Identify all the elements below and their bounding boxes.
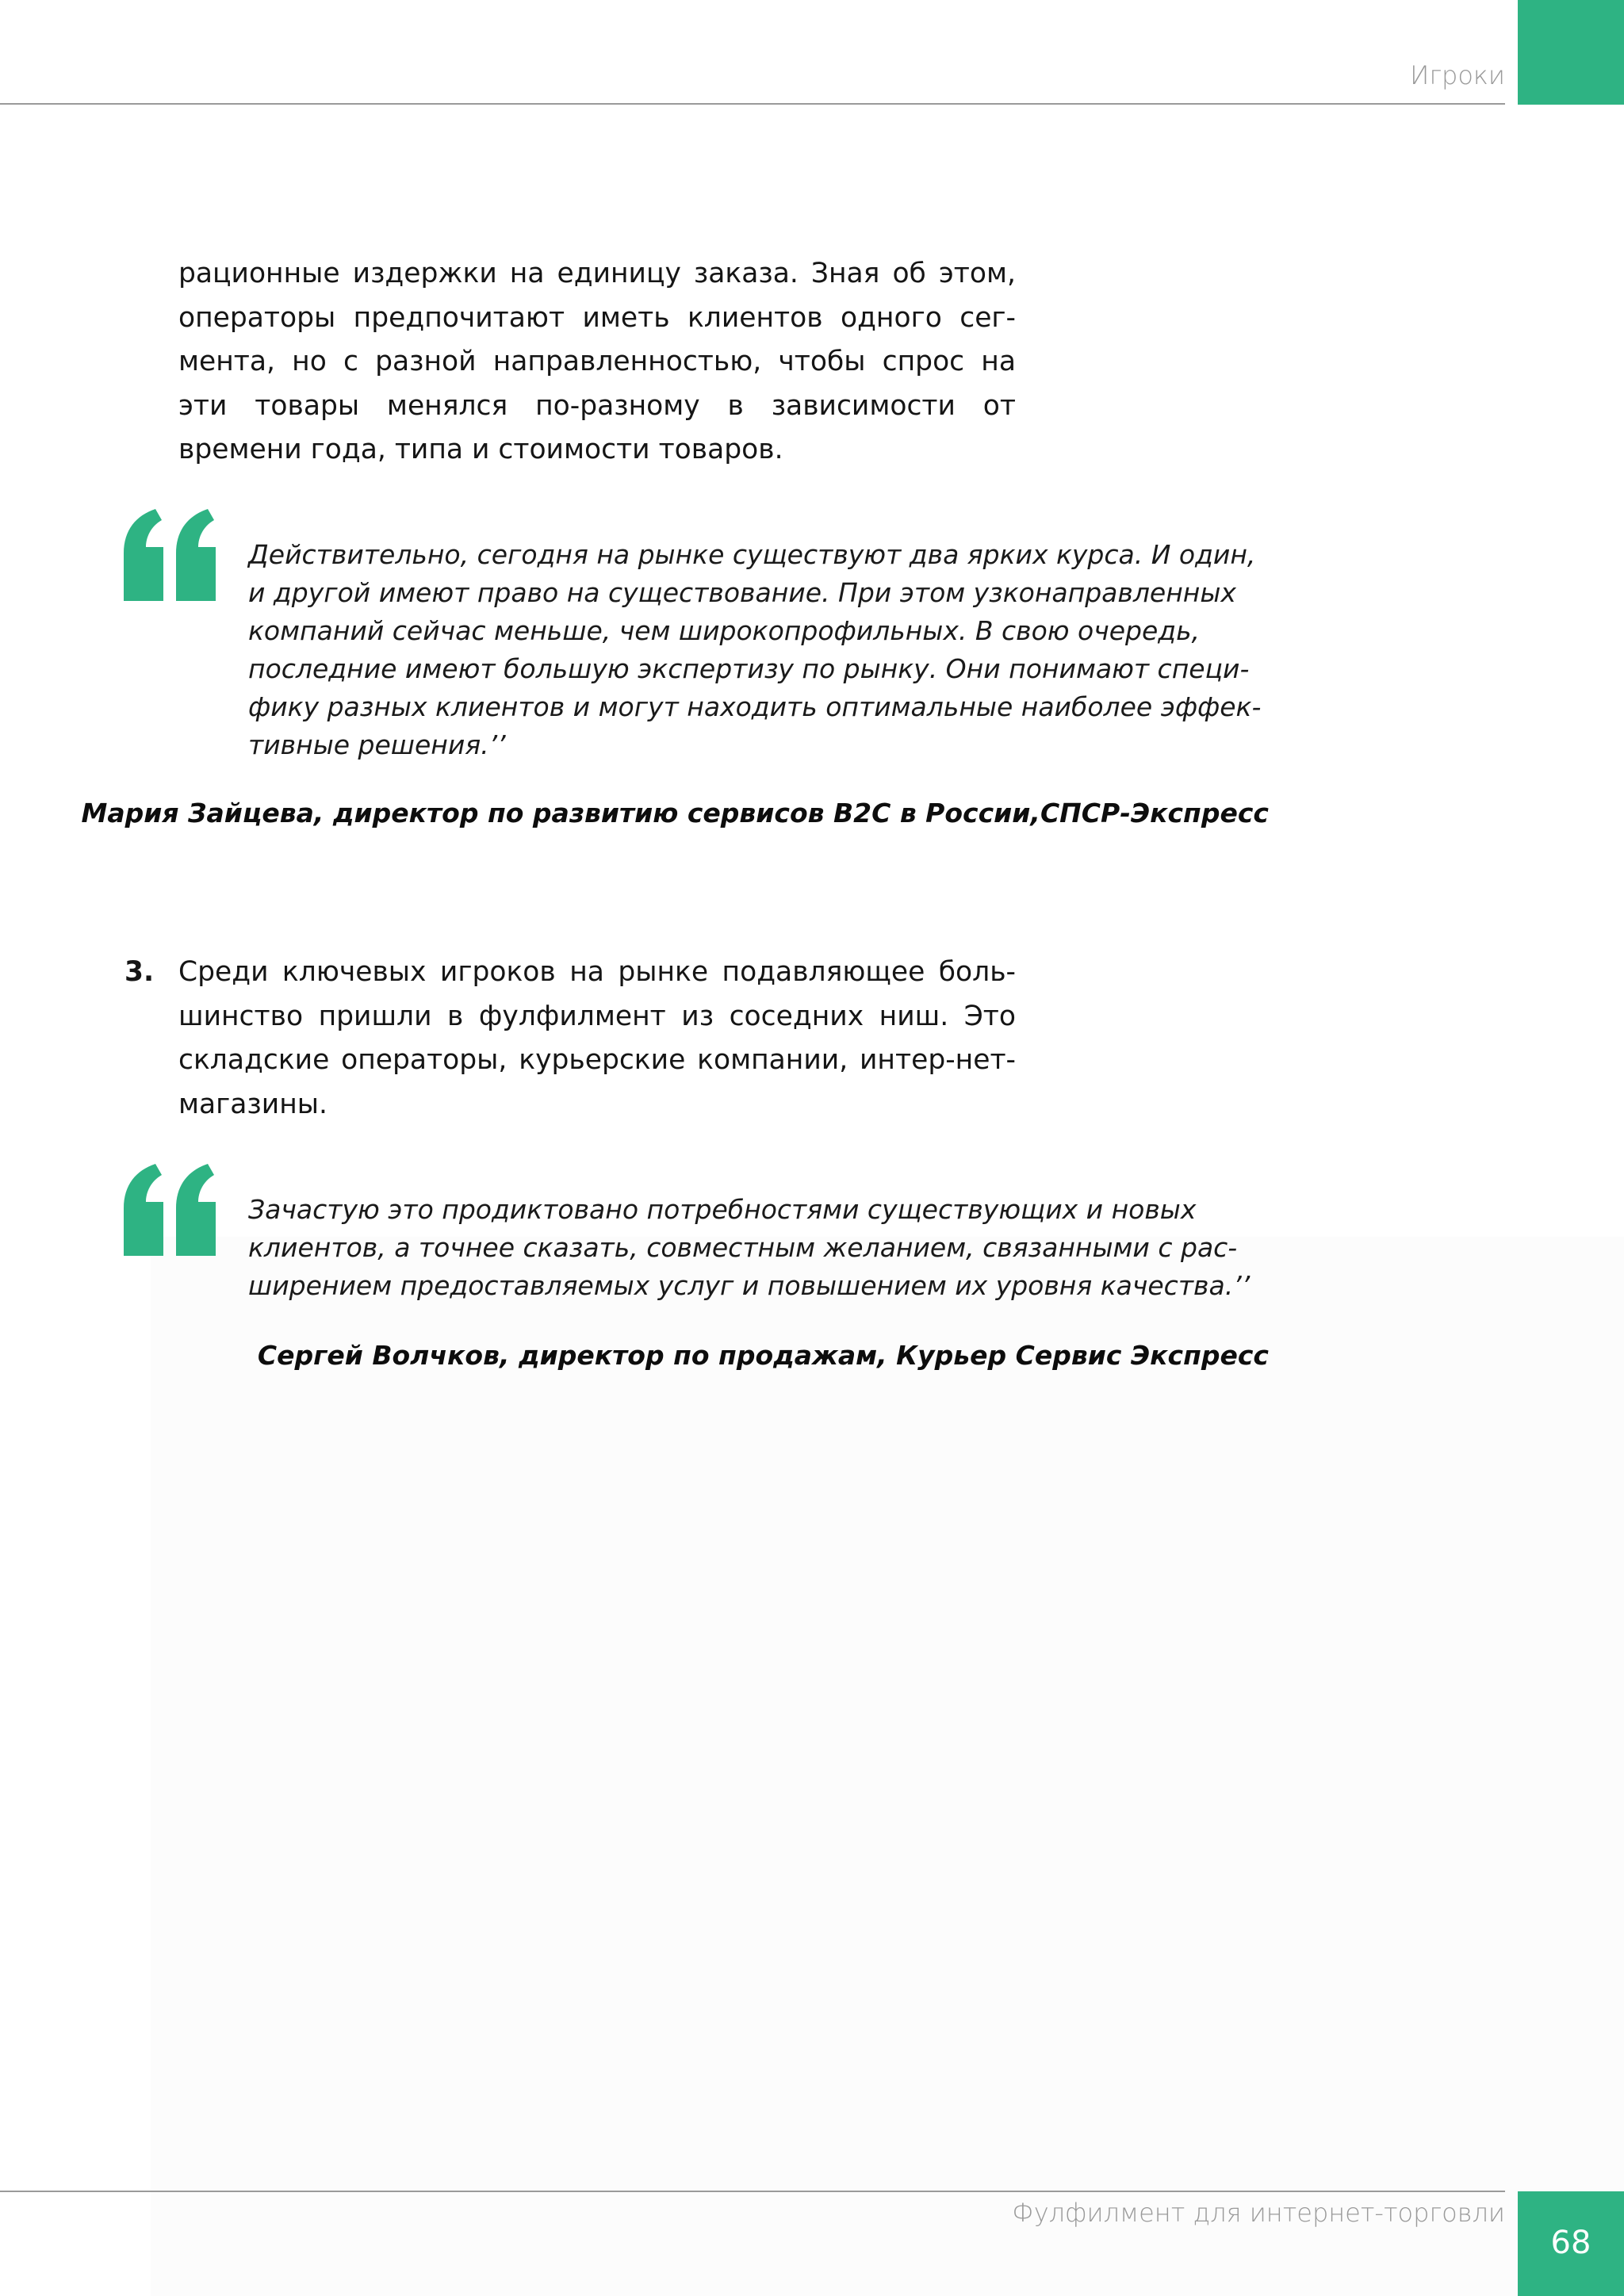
page-background-lower [151,1237,1624,2296]
header-corner-tab [1518,0,1624,105]
quote-text: Действительно, сегодня на рынке существуют два ярких курса. И один, и другой имеют право на существование. При этом узконаправленных компаний сейчас меньше, чем широкопрофильных. В свою очередь, последние имеют большую экспертизу по рынку. Они понимают специ-фику разных клиентов и могут находить оптимальные наиболее эффек-тивные решения.’’ [248,539,1262,760]
quote-text: Зачастую это продиктовано потребностями существующих и новых клиентов, а точнее сказать, совместным желанием, связанными с рас-ширением предоставляемых услуг и повышением их уровня качества.’’ [248,1194,1251,1301]
quote-mark-icon [119,507,222,603]
body-paragraph: рационные издержки на единицу заказа. Зная об этом, операторы предпочитают иметь клиентов одного сег-мента, но с разной направленностью, чтобы спрос на эти товары менялся по-разному в зависимости от времени года, типа и стоимости товаров. [178,258,1016,465]
quote-attribution: Сергей Волчков, директор по продажам, Курьер Сервис Экспресс [257,1340,1269,1371]
quote-mark-icon [119,1162,222,1257]
page-number-tab [1518,2191,1624,2296]
footer-document-title: Фулфилмент для интернет-торговли [1012,2198,1505,2228]
quote-attribution: Мария Зайцева, директор по развитию сервисов B2C в России,СПСР-Экспресс [81,798,1269,828]
list-item-text: Среди ключевых игроков на рынке подавляющее боль-шинство пришли в фулфилмент из соседних ниш. Это складские операторы, курьерские компании, интер-нет-магазины. [178,956,1016,1120]
header-divider [0,103,1505,105]
header-section-title: Игроки [1410,60,1505,90]
page-number: 68 [1550,2225,1591,2261]
list-item-number: 3. [124,956,155,988]
footer-divider [0,2191,1505,2192]
